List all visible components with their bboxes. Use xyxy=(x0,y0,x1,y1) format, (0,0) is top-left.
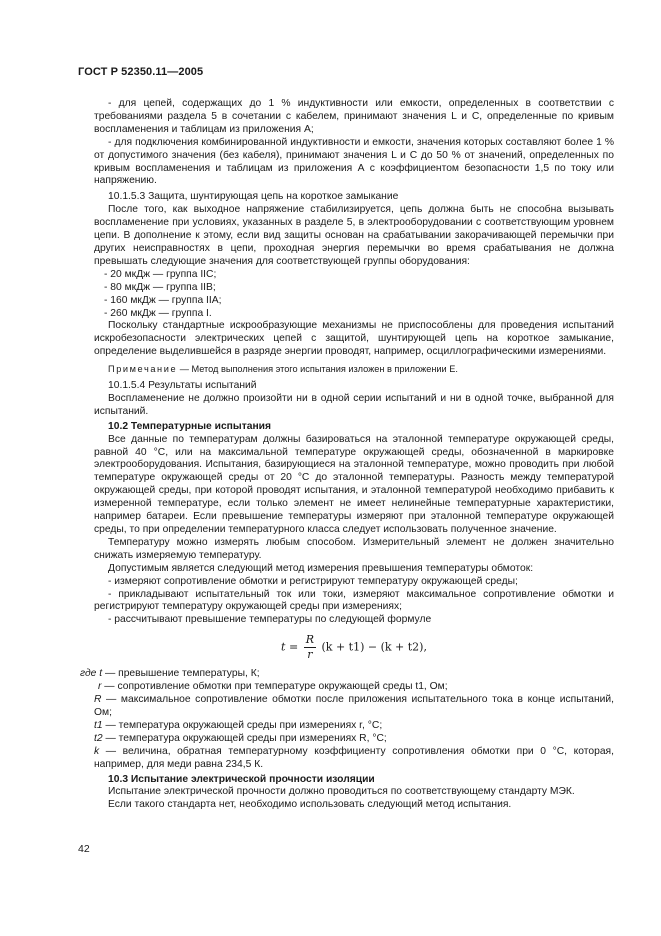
definition-symbol: k xyxy=(94,745,100,757)
definition-text: — максимальное сопротивление обмотки после приложения испытательного тока в конце испытаний, Ом; xyxy=(94,694,614,718)
definition-symbol: где t xyxy=(80,668,103,680)
page-number: 42 xyxy=(78,843,90,855)
section-heading-102: 10.2 Температурные испытания xyxy=(108,420,272,432)
definition-symbol: r xyxy=(98,681,102,693)
step-item: - прикладывают испытательный ток или токи, измеряют максимальное сопротивление обмотки и регистрируют температуру окружающей среды при измерениях; xyxy=(94,588,614,613)
formula-denominator: r xyxy=(307,648,313,662)
paragraph: Все данные по температурам должны базироваться на эталонной температуре окружающей среды, равной 40 °С, или на максимальной температуре окружающей среды, обозначенной в маркировке электрооборудования. Испытания, базирующиеся на эталонной температуре, можно проводить при любой температуре окружающей среды от 20 °С до эталонной температуры. Разность между температурой окружающей среды, при которой проводят испытания, и эталонной температурой необходимо прибавить к измеренной температуре, если только элемент не имеет нелинейные температурные характеристики, например батареи. Если превышение температуры измеряют при эталонной температуре окружающей среды, то при определении температурного класса следует использовать полученное значение. xyxy=(94,433,614,535)
formula-definitions xyxy=(80,668,614,771)
step-item: - измеряют сопротивление обмотки и регистрируют температуру окружающей среды; xyxy=(108,575,518,587)
formula-fraction xyxy=(304,633,316,662)
list-item: - 20 мкДж — группа IIC; xyxy=(104,268,217,280)
paragraph: Температуру можно измерять любым способом. Измерительный элемент не должен значительно снижать измеряемую температуру. xyxy=(94,536,614,561)
definition-row xyxy=(80,720,614,733)
paragraph: Испытание электрической прочности должно проводиться по соответствующему стандарту МЭК. xyxy=(108,786,575,798)
definition-row xyxy=(80,668,614,681)
note-label: Примечание xyxy=(108,364,178,375)
temperature-formula: t = $\frac{R}{r}$ (k + t1) − (k + t2), xyxy=(281,633,427,662)
list-item: - 160 мкДж — группа IIA; xyxy=(104,294,222,306)
paragraph: Поскольку стандартные искрообразующие механизмы не приспособлены для проведения испытаний искробезопасности электрических цепей с защитой, шунтирующей цепь на короткое замыкание, определение выделившейся в разряде энергии проводят, например, осциллографическими измерениями. xyxy=(94,320,614,358)
definition-symbol: R xyxy=(94,694,102,706)
note xyxy=(94,363,614,376)
definition-text: — величина, обратная температурному коэффициенту сопротивления обмотки при 0 °С, которая, например, для меди равна 234,5 К. xyxy=(94,745,614,770)
definition-symbol: t1 xyxy=(94,719,103,731)
paragraph: После того, как выходное напряжение стабилизируется, цепь должна быть не способна вызывать воспламенение при условиях, указанных в разделе 5, в электрооборудовании с соответствующим уровнем цепи. В дополнение к этому, если вид защиты основан на срабатывании закорачивающей перемычки при других неисправностях в цепи, проходная энергия перемычки во время срабатывания не должна превышать следующие значения для соответствующей группы оборудования: xyxy=(94,204,614,267)
paragraph: Если такого стандарта нет, необходимо использовать следующий метод испытания. xyxy=(108,799,512,811)
definition-text: — сопротивление обмотки при температуре окружающей среды t1, Ом; xyxy=(101,681,448,693)
definition-row xyxy=(80,681,614,694)
document-header: ГОСТ Р 52350.11—2005 xyxy=(78,66,204,78)
formula-numerator: R xyxy=(305,633,314,647)
definition-row xyxy=(80,733,614,746)
list-item: - 80 мкДж — группа IIB; xyxy=(104,281,216,293)
definition-text: — превышение температуры, К; xyxy=(102,668,260,680)
paragraph: Допустимым является следующий метод измерения превышения температуры обмоток: xyxy=(108,562,534,574)
section-heading-10153: 10.1.5.3 Защита, шунтирующая цепь на короткое замыкание xyxy=(108,191,399,203)
definition-text: — температура окружающей среды при измерениях R, °С; xyxy=(102,732,387,744)
note-text: — Метод выполнения этого испытания изложен в приложении Е. xyxy=(177,364,458,375)
step-item: - рассчитывают превышение температуры по следующей формуле xyxy=(108,614,432,626)
formula-lhs: t xyxy=(281,640,286,654)
intro-bullet-1: - для цепей, содержащих до 1 % индуктивности или емкости, определенных в соответствии с требованиями раздела 5 в сочетании с кабелем, принимают значения L и C, определенные по кривым воспламенения и таблицам из приложения А; xyxy=(94,98,614,135)
definition-row xyxy=(80,694,614,720)
energy-limits-list xyxy=(94,269,614,321)
intro-bullet-2: - для подключения комбинированной индуктивности и емкости, значения которых составляют более 1 % от допустимого значения (без кабеля), принимают значения L и C до 50 % от значений, определенных по кривым воспламенения и таблицам из приложения А с коэффициентом безопасности 1,5 по току или напряжению. xyxy=(94,136,614,187)
list-item: - 260 мкДж — группа I. xyxy=(104,307,212,319)
section-heading-103: 10.3 Испытание электрической прочности изоляции xyxy=(108,773,375,785)
definition-row xyxy=(80,746,614,772)
paragraph: Воспламенение не должно произойти ни в одной серии испытаний и ни в одной точке, выбранной для испытаний. xyxy=(94,392,614,417)
page-body xyxy=(80,98,614,812)
definition-symbol: t2 xyxy=(94,732,103,744)
definition-text: — температура окружающей среды при измерениях r, °С; xyxy=(102,719,383,731)
section-heading-10154: 10.1.5.4 Результаты испытаний xyxy=(108,380,257,392)
formula-rhs: (k + t1) − (k + t2), xyxy=(321,640,427,654)
